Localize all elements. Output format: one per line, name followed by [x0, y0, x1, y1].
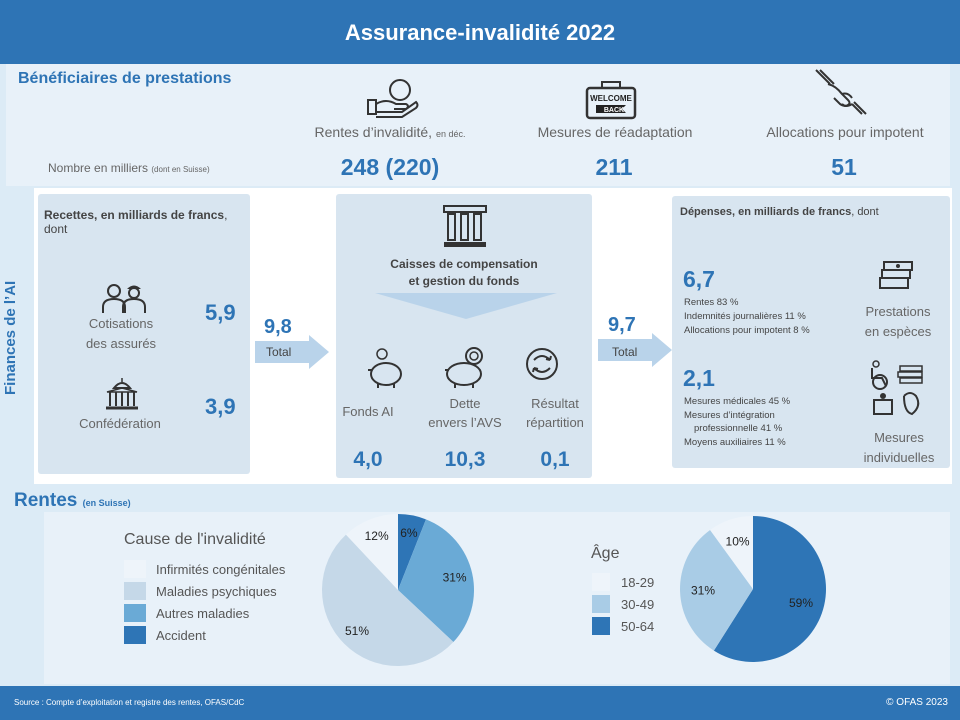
pensions-title: Rentes (en Suisse): [14, 490, 131, 511]
pie-slice-label: 51%: [344, 624, 370, 639]
cause-title: Cause de l'invalidité: [124, 531, 266, 548]
cause-legend: [124, 558, 285, 646]
age-pie-chart: [678, 514, 828, 664]
age-title: Âge: [591, 545, 620, 562]
hand-coin-icon: [366, 76, 422, 118]
pie-slice-label: 31%: [691, 583, 716, 598]
piggy-bank-icon: [366, 346, 406, 388]
legend-item: Maladies psychiques: [124, 580, 285, 602]
money-stack-icon: [878, 258, 914, 290]
funds-value-fonds: 4,0: [353, 448, 383, 471]
svg-text:WELCOME: WELCOME: [590, 94, 632, 103]
funds-total-value: 9,7: [608, 314, 636, 336]
income-title: Recettes, en milliards de francs, dont: [44, 208, 228, 236]
finances-side-label: Finances de l’AI: [2, 280, 19, 395]
beneficiary-label-allocations: Allocations pour impotent: [766, 124, 924, 140]
beneficiaries-title: Bénéficiaires de prestations: [18, 70, 232, 87]
funds-label-fonds: Fonds AI: [342, 404, 394, 419]
legend-swatch: [124, 560, 146, 578]
income-total-label: Total: [266, 345, 292, 359]
legend-item: Autres maladies: [124, 602, 285, 624]
beneficiary-label-mesures: Mesures de réadaptation: [537, 124, 693, 140]
funds-value-dette: 10,3: [444, 448, 486, 471]
expenses-value-individual: 2,1: [683, 365, 715, 391]
legend-swatch: [592, 573, 610, 591]
expenses-cash-breakdown: Rentes 83 % Indemnités journalières 11 % Allocations pour impotent 8 %: [684, 297, 810, 336]
pie-slice-label: 59%: [788, 595, 814, 610]
funds-total-label: Total: [612, 345, 638, 359]
income-label-confederation: Confédération: [79, 416, 161, 431]
legend-item: Accident: [124, 624, 285, 646]
income-label-contributions: Cotisations des assurés: [85, 316, 157, 351]
source-note: Source : Compte d’exploitation et registre des rentes, OFAS/CdC: [14, 698, 245, 707]
workers-icon: [101, 283, 147, 313]
copyright: © OFAS 2023: [886, 697, 948, 708]
legend-swatch: [124, 604, 146, 622]
expenses-cash-label: Prestations en espèces: [864, 304, 932, 339]
income-total-value: 9,8: [264, 316, 292, 338]
pie-slice-label: 12%: [364, 529, 389, 544]
income-value-contributions: 5,9: [205, 300, 236, 325]
cause-pie-chart: [320, 512, 476, 668]
federal-building-icon: [104, 376, 140, 412]
expenses-individual-label: Mesures individuelles: [863, 430, 935, 465]
wheelchair-books-icon: [866, 360, 928, 418]
footer: [0, 686, 960, 720]
expenses-title: Dépenses, en milliards de francs, dont: [680, 206, 879, 218]
funds-value-resultat: 0,1: [540, 448, 570, 471]
funds-label-dette: Dette envers l’AVS: [428, 396, 502, 430]
columns-building-icon: [442, 204, 488, 248]
pie-slice-label: 10%: [725, 534, 750, 549]
legend-item: 18-29: [592, 571, 654, 593]
funds-title: Caisses de compensation et gestion du fonds: [390, 257, 538, 288]
legend-swatch: [592, 595, 610, 613]
legend-swatch: [124, 626, 146, 644]
income-value-confederation: 3,9: [205, 394, 236, 419]
funds-label-resultat: Résultat répartition: [526, 396, 584, 430]
beneficiary-label-rentes: Rentes d’invalidité, en déc.: [314, 124, 466, 140]
legend-swatch: [124, 582, 146, 600]
legend-item: 50-64: [592, 615, 654, 637]
pie-slice-label: 6%: [400, 526, 418, 541]
age-legend: [592, 571, 654, 637]
beneficiary-value-mesures: 211: [595, 154, 633, 180]
helping-hands-icon: [814, 68, 868, 116]
page-title: Assurance-invalidité 2022: [0, 0, 960, 64]
cycle-icon: [524, 346, 560, 382]
beneficiary-value-allocations: 51: [831, 154, 857, 180]
beneficiary-value-rentes: 248 (220): [340, 154, 440, 180]
expenses-individual-breakdown: Mesures médicales 45 % Mesures d’intégration professionnelle 41 % Moyens auxiliaires 11 %: [684, 396, 791, 448]
legend-swatch: [592, 617, 610, 635]
legend-item: 30-49: [592, 593, 654, 615]
pie-slice-label: 31%: [442, 570, 467, 585]
funds-down-arrow: [375, 293, 557, 319]
piggy-bank-debt-icon: [442, 346, 488, 388]
svg-text:BACK: BACK: [603, 107, 625, 114]
expenses-value-cash: 6,7: [683, 266, 715, 292]
welcome-back-sign-icon: [584, 76, 638, 120]
count-label: Nombre en milliers (dont en Suisse): [48, 161, 210, 175]
legend-item: Infirmités congénitales: [124, 558, 285, 580]
